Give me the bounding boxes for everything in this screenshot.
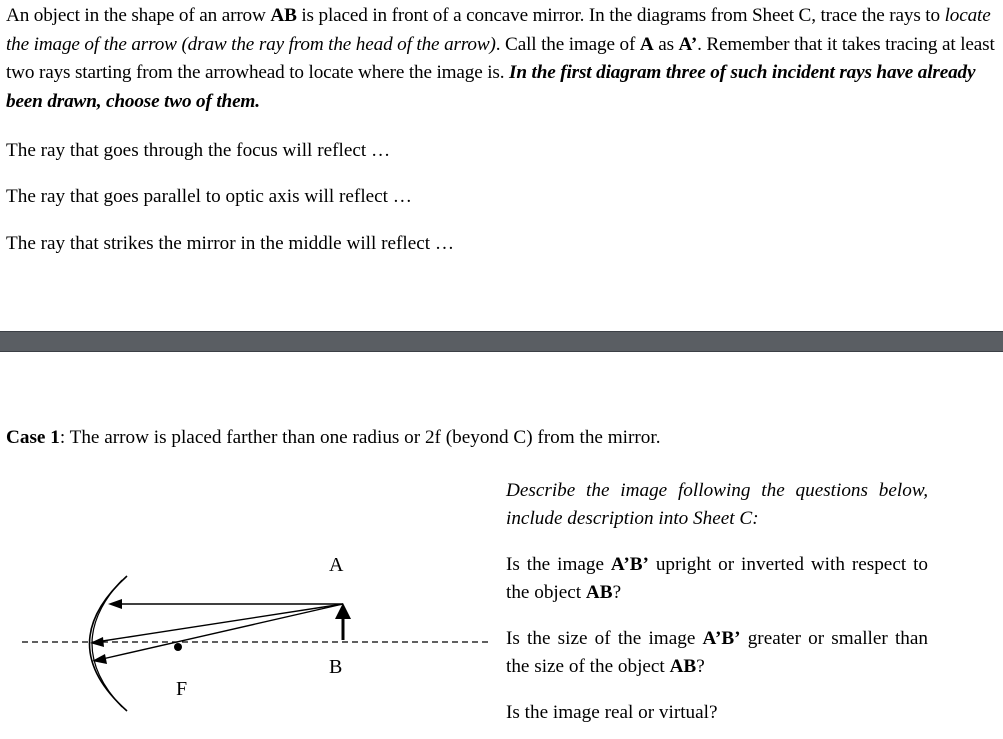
q2-image-label: A’B’ [702, 628, 741, 649]
instructions-paragraph [6, 2, 996, 116]
intro-text: . Call the image of [495, 33, 640, 55]
describe-question-real-virtual: Is the image real or virtual? [506, 702, 718, 723]
q2-text: ? [696, 656, 705, 677]
q1-object-label: AB [585, 582, 613, 603]
q1-text: Is the image [506, 554, 611, 575]
intro-text: is placed in front of a concave mirror. In the diagrams from Sheet C, trace the rays to [296, 5, 945, 26]
intro-bold-italic: In the first diagram three of such incident rays have already been drawn, choose two of them. [6, 62, 976, 112]
intro-text: as [653, 33, 679, 55]
focus-point [174, 643, 182, 651]
section-divider-band [0, 331, 1003, 352]
q2-text: greater or smaller than the size of the object [506, 628, 928, 677]
question-middle-ray: The ray that strikes the mirror in the middle will reflect … [6, 233, 455, 254]
case-label: Case 1 [6, 427, 60, 448]
case-text: : The arrow is placed farther than one radius or 2f (beyond C) from the mirror. [59, 427, 661, 448]
parallel-ray-arrowhead [108, 599, 122, 609]
q1-image-label: A’B’ [610, 554, 649, 575]
label-a: A [329, 554, 344, 576]
label-b: B [329, 656, 343, 678]
describe-column [506, 477, 928, 727]
case-title [6, 426, 661, 450]
question-parallel-ray: The ray that goes parallel to optic axis will reflect … [6, 186, 412, 207]
intro-a: A [639, 33, 654, 55]
intro-text: An object in the shape of an arrow [6, 5, 271, 26]
describe-question-size [506, 625, 928, 681]
intro-a-prime: A’ [678, 33, 698, 55]
middle-incident-ray [96, 604, 343, 642]
q1-text: ? [612, 582, 622, 603]
intro-italic: locate the image of the arrow (draw the ray from the head of the arrow) [6, 5, 991, 55]
describe-intro: Describe the image following the questions below, include description into Sheet C: [506, 480, 928, 529]
q2-object-label: AB [669, 656, 697, 677]
question-focus-ray: The ray that goes through the focus will reflect … [6, 140, 391, 161]
focus-incident-ray [98, 604, 343, 660]
q1-text: upright or inverted with respect to the object [506, 554, 928, 603]
label-f: F [176, 678, 188, 700]
concave-mirror-ray-diagram [0, 545, 500, 739]
describe-question-orientation [506, 551, 928, 607]
intro-text: . Remember that it takes tracing at least two rays starting from the arrowhead to locate where the image is. [6, 33, 995, 83]
intro-ab: AB [270, 5, 297, 26]
q2-text: Is the size of the image [506, 628, 703, 649]
